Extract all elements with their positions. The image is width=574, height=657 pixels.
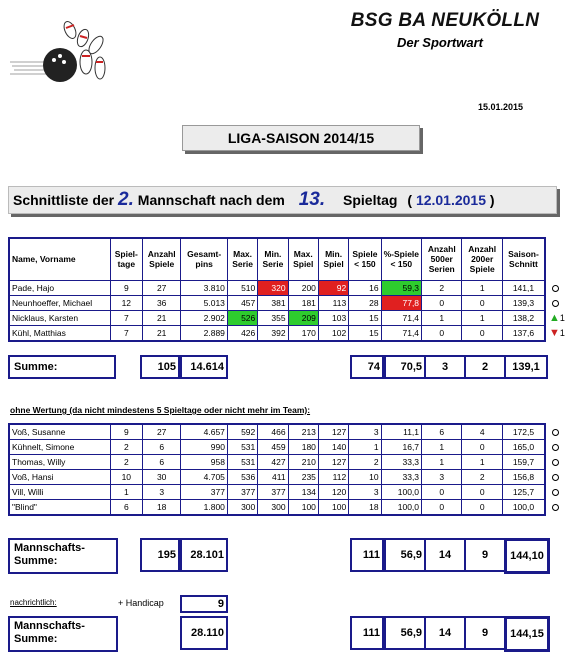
stat-cell: 1	[462, 455, 502, 470]
column-header: Spiel-tage	[110, 238, 142, 280]
stat-cell: 12	[110, 295, 142, 310]
stat-cell: 2	[462, 470, 502, 485]
column-header: Gesamt-pins	[181, 238, 228, 280]
team-sum-label-1: Mannschafts-	[14, 542, 85, 554]
stat-cell: 958	[181, 455, 228, 470]
team-sum2-average: 144,15	[504, 616, 550, 652]
table-row	[9, 485, 545, 500]
stat-cell: 4.705	[181, 470, 228, 485]
stat-cell: 0	[422, 500, 462, 516]
stat-cell: 392	[258, 325, 288, 341]
stat-cell: 3	[422, 470, 462, 485]
stat-cell: 427	[258, 455, 288, 470]
stat-cell: 21	[142, 325, 180, 341]
stat-cell: 3	[142, 485, 180, 500]
stat-cell: 0	[422, 295, 462, 310]
status-circle-icon	[552, 300, 559, 307]
team-sum-under150: 111	[350, 538, 384, 572]
team-sum2-200: 9	[464, 616, 506, 650]
stat-cell: 181	[288, 295, 318, 310]
list-title	[8, 186, 557, 214]
stat-cell: 0	[422, 485, 462, 500]
stat-cell: 459	[258, 440, 288, 455]
stat-cell: 6	[142, 440, 180, 455]
stat-cell: 141,1	[502, 280, 545, 295]
stat-cell: 71,4	[381, 310, 421, 325]
stat-cell: 0	[462, 500, 502, 516]
player-name: Kühl, Matthias	[9, 325, 110, 341]
handicap-label: + Handicap	[118, 598, 164, 608]
stat-cell: 2.902	[181, 310, 228, 325]
stat-cell: 4.657	[181, 424, 228, 440]
column-header: Saison-Schnitt	[502, 238, 545, 280]
trend-value: 1	[559, 327, 565, 338]
stat-cell: 210	[288, 455, 318, 470]
stat-cell: 140	[318, 440, 348, 455]
stat-cell: 100	[288, 500, 318, 516]
status-circle-icon	[552, 444, 559, 451]
table-row	[9, 500, 545, 516]
stat-cell: 6	[422, 424, 462, 440]
team-sum2-pct: 56,9	[384, 616, 426, 650]
stat-cell: 1	[422, 455, 462, 470]
stat-cell: 411	[258, 470, 288, 485]
sum-average: 139,1	[504, 355, 548, 379]
sum-500: 3	[424, 355, 466, 379]
stat-cell: 139,3	[502, 295, 545, 310]
team-sum2-pins: 28.110	[180, 616, 228, 650]
title-part3: Spieltag	[343, 192, 398, 208]
stat-cell: 138,2	[502, 310, 545, 325]
stat-cell: 18	[142, 500, 180, 516]
stat-cell: 9	[110, 424, 142, 440]
stat-cell: 103	[318, 310, 348, 325]
stat-cell: 466	[258, 424, 288, 440]
stat-cell: 1	[422, 310, 462, 325]
stat-cell: 7	[110, 310, 142, 325]
stat-cell: 159,7	[502, 455, 545, 470]
stat-cell: 9	[110, 280, 142, 295]
season-title: LIGA-SAISON 2014/15	[182, 125, 420, 151]
table-row	[9, 295, 545, 310]
stat-cell: 3	[349, 424, 381, 440]
table-row	[9, 325, 545, 341]
stat-cell: 172,5	[502, 424, 545, 440]
stat-cell: 16,7	[381, 440, 421, 455]
stat-cell: 355	[258, 310, 288, 325]
trend-up-icon: ▲1	[549, 311, 565, 324]
team-sum2-label-1: Mannschafts-	[14, 620, 85, 632]
stat-cell: 28	[349, 295, 381, 310]
trend-value: 1	[559, 312, 565, 323]
stat-cell: 0	[462, 295, 502, 310]
column-header: Max. Spiel	[288, 238, 318, 280]
team-sum-average: 144,10	[504, 538, 550, 574]
stat-cell: 0	[462, 440, 502, 455]
stat-cell: 2	[110, 440, 142, 455]
stat-cell: 77,8	[381, 295, 421, 310]
column-header: Anzahl 500er Serien	[422, 238, 462, 280]
table-row	[9, 310, 545, 325]
player-name: Thomas, Willy	[9, 455, 110, 470]
player-name: Vill, Willi	[9, 485, 110, 500]
status-circle-icon	[552, 474, 559, 481]
table-row	[9, 455, 545, 470]
stat-cell: 990	[181, 440, 228, 455]
stat-cell: 10	[349, 470, 381, 485]
matchday-number: 13.	[298, 189, 326, 210]
stat-cell: 377	[227, 485, 257, 500]
stat-cell: 112	[318, 470, 348, 485]
club-subtitle: Der Sportwart	[397, 35, 483, 50]
title-part2: Mannschaft nach dem	[137, 192, 285, 208]
column-header: %-Spiele < 150	[381, 238, 421, 280]
stat-cell: 1	[110, 485, 142, 500]
player-name: "Blind"	[9, 500, 110, 516]
stat-cell: 377	[181, 485, 228, 500]
stat-cell: 10	[110, 470, 142, 485]
sum-games: 105	[140, 355, 180, 379]
table-header-row	[9, 238, 545, 280]
stat-cell: 18	[349, 500, 381, 516]
stat-cell: 2	[110, 455, 142, 470]
sum-under150: 74	[350, 355, 384, 379]
team-sum-label-2: Summe:	[14, 555, 58, 567]
column-header: Anzahl Spiele	[142, 238, 180, 280]
stat-cell: 100,0	[502, 500, 545, 516]
status-circle-icon	[552, 429, 559, 436]
trend-down-icon: ▼1	[549, 326, 565, 339]
stat-cell: 33,3	[381, 455, 421, 470]
stat-cell: 36	[142, 295, 180, 310]
team-sum2-500: 14	[424, 616, 466, 650]
stat-cell: 156,8	[502, 470, 545, 485]
stat-cell: 2	[349, 455, 381, 470]
stat-cell: 1	[462, 280, 502, 295]
player-name: Pade, Hajo	[9, 280, 110, 295]
stat-cell: 592	[227, 424, 257, 440]
stat-cell: 27	[142, 280, 180, 295]
team-sum2-label-2: Summe:	[14, 633, 58, 645]
stat-cell: 3	[349, 485, 381, 500]
stat-cell: 127	[318, 455, 348, 470]
stat-cell: 16	[349, 280, 381, 295]
team-sum-label	[8, 538, 118, 574]
stat-cell: 531	[227, 455, 257, 470]
handicap-value: 9	[180, 595, 228, 613]
stat-cell: 235	[288, 470, 318, 485]
title-part1: Schnittliste der	[13, 192, 115, 208]
player-name: Voß, Hansi	[9, 470, 110, 485]
table-row	[9, 424, 545, 440]
player-name: Kühnelt, Simone	[9, 440, 110, 455]
stat-cell: 7	[110, 325, 142, 341]
column-header: Max. Serie	[227, 238, 257, 280]
stat-cell: 27	[142, 424, 180, 440]
team-sum-pins: 28.101	[180, 538, 228, 572]
stat-cell: 134	[288, 485, 318, 500]
status-circle-icon	[552, 489, 559, 496]
stat-cell: 209	[288, 310, 318, 325]
stat-cell: 2	[422, 280, 462, 295]
bowling-logo	[8, 10, 113, 85]
table-row	[9, 280, 545, 295]
sum-label: Summe:	[8, 355, 116, 379]
sum-pins: 14.614	[180, 355, 228, 379]
team-sum2-under150: 111	[350, 616, 384, 650]
stat-cell: 320	[258, 280, 288, 295]
stat-cell: 100	[318, 500, 348, 516]
stat-cell: 300	[227, 500, 257, 516]
report-date: 15.01.2015	[478, 102, 524, 112]
column-header: Min. Spiel	[318, 238, 348, 280]
no-rating-note: ohne Wertung (da nicht mindestens 5 Spieltage oder nicht mehr im Team):	[10, 405, 311, 415]
match-date: 12.01.2015	[415, 192, 487, 208]
club-name: BSG BA NEUKÖLLN	[350, 10, 540, 31]
stat-cell: 137,6	[502, 325, 545, 341]
stat-cell: 6	[142, 455, 180, 470]
stat-cell: 2.889	[181, 325, 228, 341]
column-header: Anzahl 200er Spiele	[462, 238, 502, 280]
stat-cell: 165,0	[502, 440, 545, 455]
stat-cell: 0	[462, 485, 502, 500]
team-sum-500: 14	[424, 538, 466, 572]
column-header: Name, Vorname	[9, 238, 110, 280]
stat-cell: 377	[258, 485, 288, 500]
status-circle-icon	[552, 504, 559, 511]
stat-cell: 3.810	[181, 280, 228, 295]
player-name: Nicklaus, Karsten	[9, 310, 110, 325]
stat-cell: 15	[349, 325, 381, 341]
open-paren: (	[407, 192, 413, 208]
column-header: Spiele < 150	[349, 238, 381, 280]
stat-cell: 5.013	[181, 295, 228, 310]
stat-cell: 21	[142, 310, 180, 325]
stat-cell: 11,1	[381, 424, 421, 440]
stat-cell: 1	[422, 440, 462, 455]
stat-cell: 0	[462, 325, 502, 341]
stat-cell: 92	[318, 280, 348, 295]
stat-cell: 120	[318, 485, 348, 500]
unrated-players-table	[8, 423, 546, 516]
team-sum-pct: 56,9	[384, 538, 426, 572]
stat-cell: 100,0	[381, 485, 421, 500]
player-stats-table	[8, 237, 546, 342]
player-name: Neunhoeffer, Michael	[9, 295, 110, 310]
stat-cell: 100,0	[381, 500, 421, 516]
stat-cell: 526	[227, 310, 257, 325]
stat-cell: 300	[258, 500, 288, 516]
stat-cell: 381	[258, 295, 288, 310]
stat-cell: 59,3	[381, 280, 421, 295]
column-header: Min. Serie	[258, 238, 288, 280]
stat-cell: 1	[349, 440, 381, 455]
stat-cell: 4	[462, 424, 502, 440]
stat-cell: 30	[142, 470, 180, 485]
stat-cell: 71,4	[381, 325, 421, 341]
stat-cell: 1	[462, 310, 502, 325]
status-circle-icon	[552, 459, 559, 466]
team-sum2-label	[8, 616, 118, 652]
stat-cell: 127	[318, 424, 348, 440]
team-sum-200: 9	[464, 538, 506, 572]
stat-cell: 200	[288, 280, 318, 295]
stat-cell: 1.800	[181, 500, 228, 516]
stat-cell: 510	[227, 280, 257, 295]
stat-cell: 15	[349, 310, 381, 325]
stat-cell: 213	[288, 424, 318, 440]
stat-cell: 170	[288, 325, 318, 341]
player-name: Voß, Susanne	[9, 424, 110, 440]
close-paren: )	[489, 192, 495, 208]
table-row	[9, 440, 545, 455]
stat-cell: 180	[288, 440, 318, 455]
stat-cell: 457	[227, 295, 257, 310]
note-label: nachrichtlich:	[10, 598, 57, 607]
stat-cell: 33,3	[381, 470, 421, 485]
status-circle-icon	[552, 285, 559, 292]
stat-cell: 125,7	[502, 485, 545, 500]
stat-cell: 6	[110, 500, 142, 516]
team-number: 2.	[118, 189, 134, 210]
stat-cell: 0	[422, 325, 462, 341]
stat-cell: 531	[227, 440, 257, 455]
sum-200: 2	[464, 355, 506, 379]
stat-cell: 536	[227, 470, 257, 485]
stat-cell: 426	[227, 325, 257, 341]
team-sum-games: 195	[140, 538, 180, 572]
stat-cell: 102	[318, 325, 348, 341]
stat-cell: 113	[318, 295, 348, 310]
table-row	[9, 470, 545, 485]
sum-pct: 70,5	[384, 355, 426, 379]
